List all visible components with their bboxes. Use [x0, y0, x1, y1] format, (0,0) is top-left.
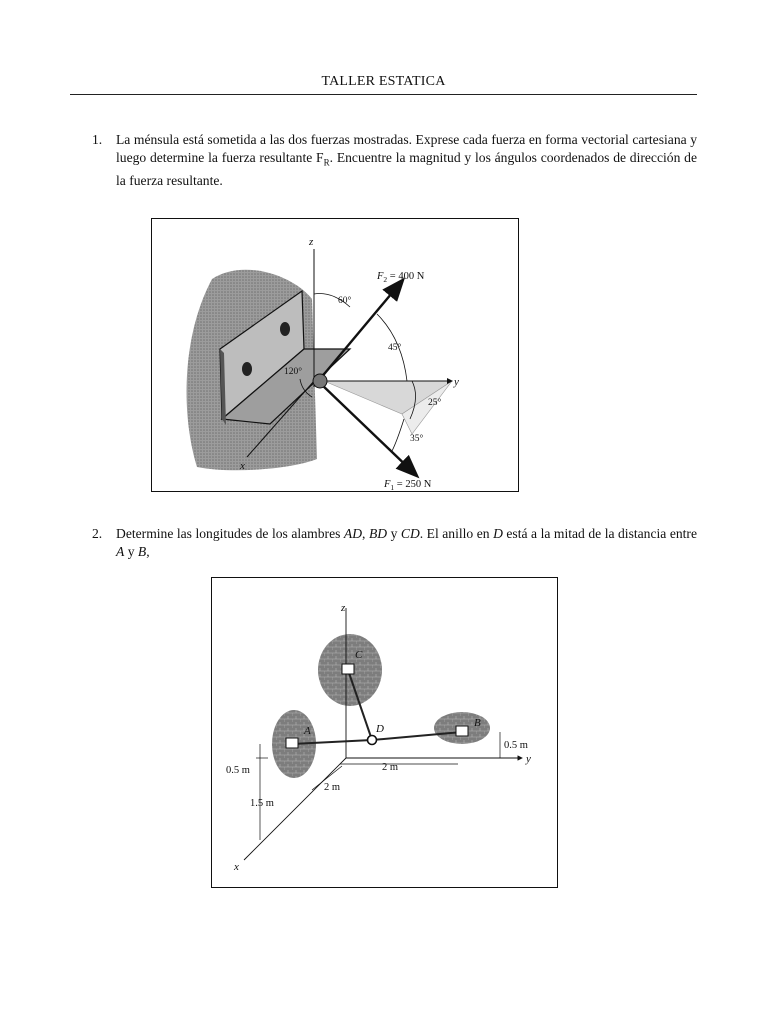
- resultant-subscript: R: [323, 158, 330, 169]
- problem-number: 2.: [92, 526, 103, 541]
- problem-text-part: . Encuentre la magnitud y los ángulos coordenados de dirección de la fuerza resultante.: [116, 150, 697, 189]
- dim-mid-label: 2 m: [324, 782, 341, 793]
- bracket-figure: [151, 218, 519, 492]
- anchor-b: [456, 726, 468, 736]
- force-f2-label: $F_2 = 400$ N: [377, 271, 425, 284]
- axis-x-label: x: [240, 460, 245, 472]
- document-title: TALLER ESTATICA: [321, 74, 446, 89]
- point-d-label: D: [376, 723, 384, 735]
- bolt-upper: [280, 322, 290, 336]
- problem-number: 1.: [92, 132, 103, 147]
- wire-cd: CD: [400, 526, 420, 541]
- point-a: A: [116, 544, 125, 560]
- axis-z-label: z: [341, 602, 346, 614]
- axis-y-label: y: [526, 753, 531, 765]
- point-c-label: C: [355, 649, 363, 661]
- title-rule: [70, 94, 697, 95]
- problem-text: [116, 525, 697, 562]
- angle-120-label: 120°: [284, 367, 303, 377]
- angle-arc-35: [392, 419, 404, 451]
- wire-bd: BD: [368, 526, 388, 541]
- problem-text-part: y: [387, 526, 401, 541]
- angle-25-label: 25°: [428, 398, 442, 408]
- axis-z-label: z: [309, 236, 314, 248]
- point-a-label: A: [304, 725, 311, 737]
- angle-45-label: 45°: [388, 343, 402, 353]
- problem-2: [92, 525, 697, 562]
- problem-text-part: ,: [146, 544, 150, 560]
- angle-35-label: 35°: [410, 434, 424, 444]
- problem-text: [116, 131, 697, 191]
- problem-1: [92, 131, 697, 191]
- bolt-lower: [242, 362, 252, 376]
- wire-ad: AD: [343, 526, 363, 541]
- bracket-diagram: [152, 219, 518, 491]
- ring-d-circle: [368, 736, 377, 745]
- problem-text-part: . El anillo en: [419, 526, 494, 541]
- problem-text-part: ,: [362, 526, 369, 541]
- ring-d: D: [493, 526, 503, 541]
- anchor-a: [286, 738, 298, 748]
- anchor-c: [342, 664, 354, 674]
- problem-text-part: y: [124, 544, 138, 560]
- wires-figure: [211, 577, 558, 888]
- dim-left-top-label: 0.5 m: [226, 765, 250, 776]
- axis-x-label: x: [234, 861, 239, 873]
- point-b-label: B: [474, 717, 481, 729]
- dim-right-label: 0.5 m: [504, 740, 528, 751]
- problem-text-part: La ménsula está sometida a las dos fuerzas mostradas. Exprese cada fuerza en forma vectorial cartesiana y luego determine la fuerza resultante F: [116, 132, 697, 166]
- problem-text-part: Determine las longitudes de los alambres: [116, 526, 344, 541]
- dim-y-label: 2 m: [382, 762, 399, 773]
- force-f1-label: $F_1 = 250$ N: [384, 479, 432, 491]
- point-b: B: [137, 544, 147, 560]
- dim-left-bottom-label: 1.5 m: [250, 798, 274, 809]
- axis-y-label: y: [454, 376, 459, 388]
- problem-text-part: está a la mitad de la distancia entre: [502, 526, 697, 541]
- wires-diagram: [212, 578, 557, 887]
- angle-60-label: 60°: [338, 296, 352, 306]
